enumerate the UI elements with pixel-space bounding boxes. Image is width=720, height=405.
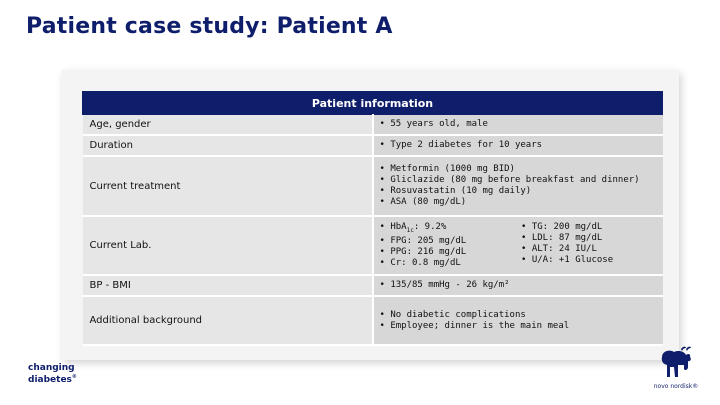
row-value-treatment	[373, 156, 663, 216]
list-item-hba1c	[380, 222, 522, 236]
row-value-age	[373, 115, 663, 136]
table-row-bp-bmi	[83, 275, 663, 296]
row-label-age: Age, gender	[83, 115, 373, 136]
patient-info-table	[82, 91, 663, 346]
list-item: • PPG: 216 mg/dL	[380, 247, 522, 258]
apis-bull-icon	[648, 343, 704, 383]
page-title: Patient case study: Patient A	[26, 14, 393, 39]
list-item: • ALT: 24 IU/L	[521, 244, 663, 255]
row-label-bp-bmi: BP - BMI	[83, 275, 373, 296]
list-item: • Employee; dinner is the main meal	[380, 321, 663, 332]
lab-columns	[380, 222, 663, 269]
logo-line-1: changing	[28, 363, 75, 373]
logo-line-2: diabetes	[28, 375, 72, 385]
table-row-background	[83, 296, 663, 345]
lab-column-2	[521, 222, 663, 269]
hba1c-value: : 9.2%	[413, 222, 447, 233]
table-row-treatment	[83, 156, 663, 216]
novo-nordisk-text: novo nordisk®	[653, 383, 699, 390]
list-item: • U/A: +1 Glucose	[521, 255, 663, 266]
row-value-background	[373, 296, 663, 345]
hba1c-subscript: 1c	[406, 226, 414, 234]
list-item: • 135/85 mmHg - 26 kg/m²	[380, 280, 663, 291]
list-item: • Type 2 diabetes for 10 years	[380, 140, 663, 151]
list-item: • LDL: 87 mg/dL	[521, 233, 663, 244]
changing-diabetes-logo	[28, 364, 78, 385]
row-label-background: Additional background	[83, 296, 373, 345]
row-value-lab	[373, 216, 663, 275]
novo-nordisk-logo	[648, 343, 704, 391]
list-item: • No diabetic complications	[380, 310, 663, 321]
list-item: • Gliclazide (80 mg before breakfast and dinner)	[380, 175, 663, 186]
table-row-duration	[83, 135, 663, 156]
list-item: • TG: 200 mg/dL	[521, 222, 663, 233]
list-item: • Cr: 0.8 mg/dL	[380, 258, 522, 269]
table-row-lab	[83, 216, 663, 275]
hba1c-prefix: HbA	[390, 222, 407, 233]
list-item: • 55 years old, male	[380, 119, 663, 130]
table-row-age	[83, 115, 663, 136]
row-label-lab: Current Lab.	[83, 216, 373, 275]
row-label-treatment: Current treatment	[83, 156, 373, 216]
logo-mark: ®	[71, 374, 77, 380]
list-item: • Rosuvastatin (10 mg daily)	[380, 186, 663, 197]
row-value-duration	[373, 135, 663, 156]
row-label-duration: Duration	[83, 135, 373, 156]
list-item: • FPG: 205 mg/dL	[380, 236, 522, 247]
lab-column-1	[380, 222, 522, 269]
list-item: • Metformin (1000 mg BID)	[380, 164, 663, 175]
list-item: • ASA (80 mg/dL)	[380, 197, 663, 208]
table-header: Patient information	[83, 92, 663, 115]
row-value-bp-bmi	[373, 275, 663, 296]
table-header-row	[83, 92, 663, 115]
